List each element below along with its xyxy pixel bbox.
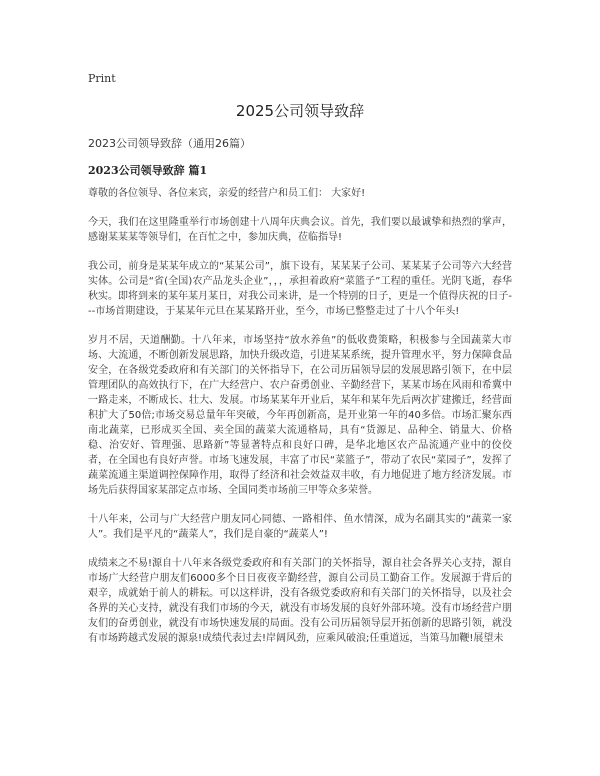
paragraph-company-intro: 我公司，前身是某某年成立的“某某公司”，旗下设有，某某某子公司、某某某子公司等六大经营实体。公司是“省(全国)农产品龙头企业”，，，承担着政府“菜篮子”工程的重任。光阴飞逝，春华秋实。即将到来的某年某月某日，对我公司来讲，是一个特别的日子，更是一个值得庆祝的日子---市场首期建设，于某某年元旦在某某路开业，至今，市场已整整走过了十八个年头!	[88, 261, 512, 317]
article-body	[88, 186, 512, 660]
paragraph-opening: 今天，我们在这里隆重举行市场创建十八周年庆典会议。首先，我们要以最诚挚和热烈的掌声，感谢某某某等领导们，在百忙之中，参加庆典，莅临指导!	[88, 217, 512, 243]
paragraph-achievements: 成绩来之不易!源自十八年来各级党委政府和有关部门的关怀指导，源自社会各界关心支持，源自市场广大经营户朋友们6000多个日日夜夜辛勤经营，源自公司员工勤奋工作。发展源于背后的艰辛，成就始于前人的耕耘。可以这样讲，没有各级党委政府和有关部门的关怀指导，以及社会各界的关心支持，就没有我们市场的今天，就没有市场发展的良好外部环境。没有市场经营户朋友们的奋勇创业，就没有市场快速发展的局面。没有公司历届领导层开拓创新的思路引领，就没有市场跨越式发展的源泉!成绩代表过去!岸阔风劲，应乘风破浪;任重道远，当策马加鞭!展望未	[88, 558, 513, 644]
paragraph-development: 岁月不居，天道酬勤。十八年来，市场坚持“放水养鱼”的低收费策略，积极参与全国蔬菜大市场、大流通，不断创新发展思路，加快升级改造，引进某某系统，提升管理水平，努力保障食品安全，在各级党委政府和有关部门的关怀指导下，在公司历届领导层的发展思路引领下，在中层管理团队的高效执行下，在广大经营户、农户奋勇创业、辛勤经营下，某某市场在风雨和希冀中一路走来，不断成长、壮大、发展。市场某某年开业后，某年和某年先后两次扩建搬迁，经营面积扩大了50倍;市场交易总量年年突破，今年再创新高，是开业第一年的40多倍。市场汇聚东西南北蔬菜，已形成买全国、卖全国的蔬菜大流通格局，具有“货源足、品种全、销量大、价格稳、治安好、管理强、思路新”等显著特点和良好口碑，是华北地区农产品流通产业中的佼佼者，在全国也有良好声誉。市场飞速发展，丰富了市民“菜篮子”，带动了农民“菜园子”，发挥了蔬菜流通主渠道调控保障作用，取得了经济和社会效益双丰收，有力地促进了地方经济发展。市场先后获得国家某部定点市场、全国同类市场前三甲等众多荣誉。	[88, 335, 512, 496]
paragraph-partnership: 十八年来，公司与广大经营户朋友同心同德、一路相伴、鱼水情深，成为名副其实的“蔬菜一家人”。我们是平凡的“蔬菜人”，我们是自豪的“蔬菜人”!	[88, 514, 512, 540]
print-link[interactable]: Print	[88, 72, 116, 85]
paragraph-greeting: 尊敬的各位领导、各位来宾，亲爱的经营户和员工们： 大家好!	[88, 188, 366, 199]
page-title: 2025公司领导致辞	[235, 102, 365, 120]
section-heading: 2023公司领导致辞 篇1	[88, 164, 208, 177]
document-subtitle: 2023公司领导致辞（通用26篇）	[88, 137, 251, 150]
